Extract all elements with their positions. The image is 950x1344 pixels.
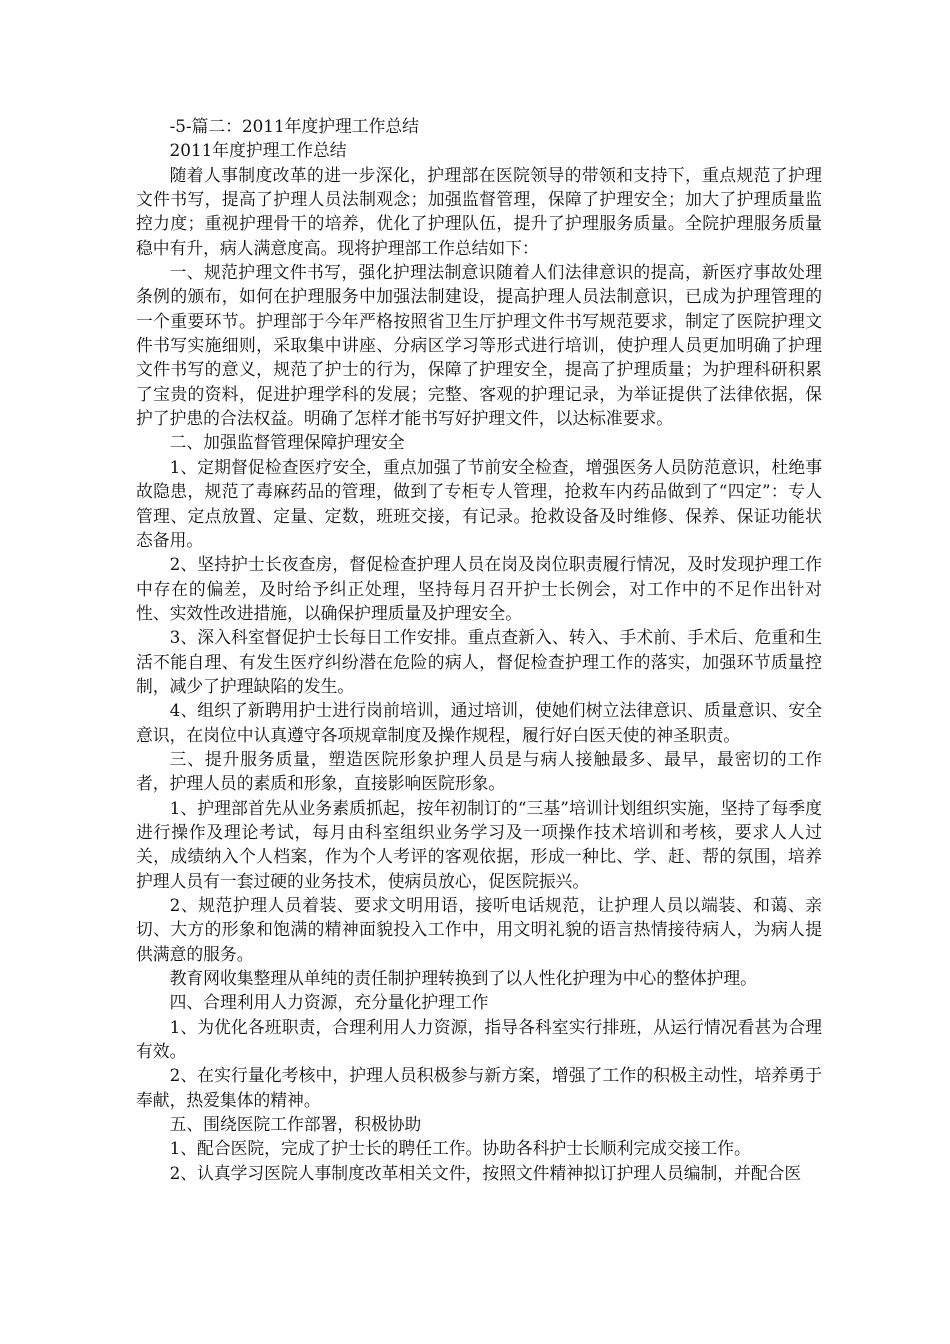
body-paragraph: 1、护理部首先从业务素质抓起，按年初制订的“三基”培训计划组织实施，坚持了每季度进行操作及理论考试，每月由科室组织业务学习及一项操作技术培训和考核，要求人人过关，成绩纳入个人档案，作为个人考评的客观依据，形成一种比、学、赶、帮的氛围，培养护理人员有一套过硬的业务技术，使病员放心，促医院振兴。 [136, 797, 822, 891]
section-heading: 二、加强监督管理保障护理安全 [169, 432, 405, 453]
body-paragraph: 一、规范护理文件书写，强化护理法制意识随着人们法律意识的提高，新医疗事故处理条例的颁布，如何在护理服务中加强法制建设，提高护理人员法制意识，已成为护理管理的一个重要环节。护理部于今年严格按照省卫生厅护理文件书写规范要求，制定了医院护理文件书写实施细则，采取集中讲座、分病区学习等形式进行培训，使护理人员更加明确了护理文件书写的意义，规范了护士的行为，保障了护理安全，提高了护理质量；为护理科研积累了宝贵的资料，促进护理学科的发展；完整、客观的护理记录，为举证提供了法律依据，保护了护患的合法权益。明确了怎样才能书写好护理文件，以达标准要求。 [136, 262, 822, 429]
body-paragraph: 2、规范护理人员着装、要求文明用语，接听电话规范，让护理人员以端装、和蔼、亲切、大方的形象和饱满的精神面貌投入工作中，用文明礼貌的语言热情接待病人，为病人提供满意的服务。 [136, 895, 822, 964]
body-paragraph: 2、认真学习医院人事制度改革相关文件，按照文件精神拟订护理人员编制，并配合医 [169, 1162, 802, 1183]
body-paragraph: 4、组织了新聘用护士进行岗前培训，通过培训，使她们树立法律意识、质量意识、安全意识，在岗位中认真遵守各项规章制度及操作规程，履行好白医天使的神圣职责。 [136, 700, 822, 745]
body-paragraph: 教育网收集整理从单纯的责任制护理转换到了以人性化护理为中心的整体护理。 [169, 968, 757, 989]
body-paragraph: 2、坚持护士长夜查房，督促检查护理人员在岗及岗位职责履行情况，及时发现护理工作中存在的偏差，及时给予纠正处理，坚持每月召开护士长例会，对工作中的不足作出针对性、实效性改进措施，以确保护理质量及护理安全。 [136, 554, 822, 623]
section-heading: 五、围绕医院工作部署，积极协助 [169, 1114, 422, 1135]
body-paragraph: 3、深入科室督促护士长每日工作安排。重点查新入、转入、手术前、手术后、危重和生活不能自理、有发生医疗纠纷潜在危险的病人，督促检查护理工作的落实，加强环节质量控制，减少了护理缺陷的发生。 [136, 627, 822, 696]
section-heading: -5-篇二：2011年度护理工作总结 [169, 116, 419, 136]
section-heading: 四、合理利用人力资源，充分量化护理工作 [169, 992, 489, 1013]
body-paragraph: 1、为优化各班职责，合理利用人力资源，指导各科室实行排班，从运行情况看甚为合理有效。 [136, 1016, 822, 1062]
body-paragraph: 随着人事制度改革的进一步深化，护理部在医院领导的带领和支持下，重点规范了护理文件书写，提高了护理人员法制观念；加强监督管理，保障了护理安全；加大了护理质量监控力度；重视护理骨干的培养，优化了护理队伍，提升了护理服务质量。全院护理服务质量稳中有升，病人满意度高。现将护理部工作总结如下： [136, 164, 822, 258]
body-paragraph: 三、提升服务质量，塑造医院形象护理人员是与病人接触最多、最早，最密切的工作者，护理人员的素质和形象，直接影响医院形象。 [136, 748, 822, 794]
document-body [136, 114, 822, 1185]
document-title: 2011年度护理工作总结 [169, 140, 347, 161]
body-paragraph: 1、配合医院，完成了护士长的聘任工作。协助各科护士长顺利完成交接工作。 [169, 1138, 751, 1159]
body-paragraph: 2、在实行量化考核中，护理人员积极参与新方案，增强了工作的积极主动性，培养勇于奉献，热爱集体的精神。 [136, 1065, 822, 1110]
body-paragraph: 1、定期督促检查医疗安全，重点加强了节前安全检查，增强医务人员防范意识，杜绝事故隐患，规范了毒麻药品的管理，做到了专柜专人管理，抢救车内药品做到了“四定”：专人管理、定点放置、定量、定数，班班交接，有记录。抢救设备及时维修、保养、保证功能状态备用。 [136, 456, 822, 550]
